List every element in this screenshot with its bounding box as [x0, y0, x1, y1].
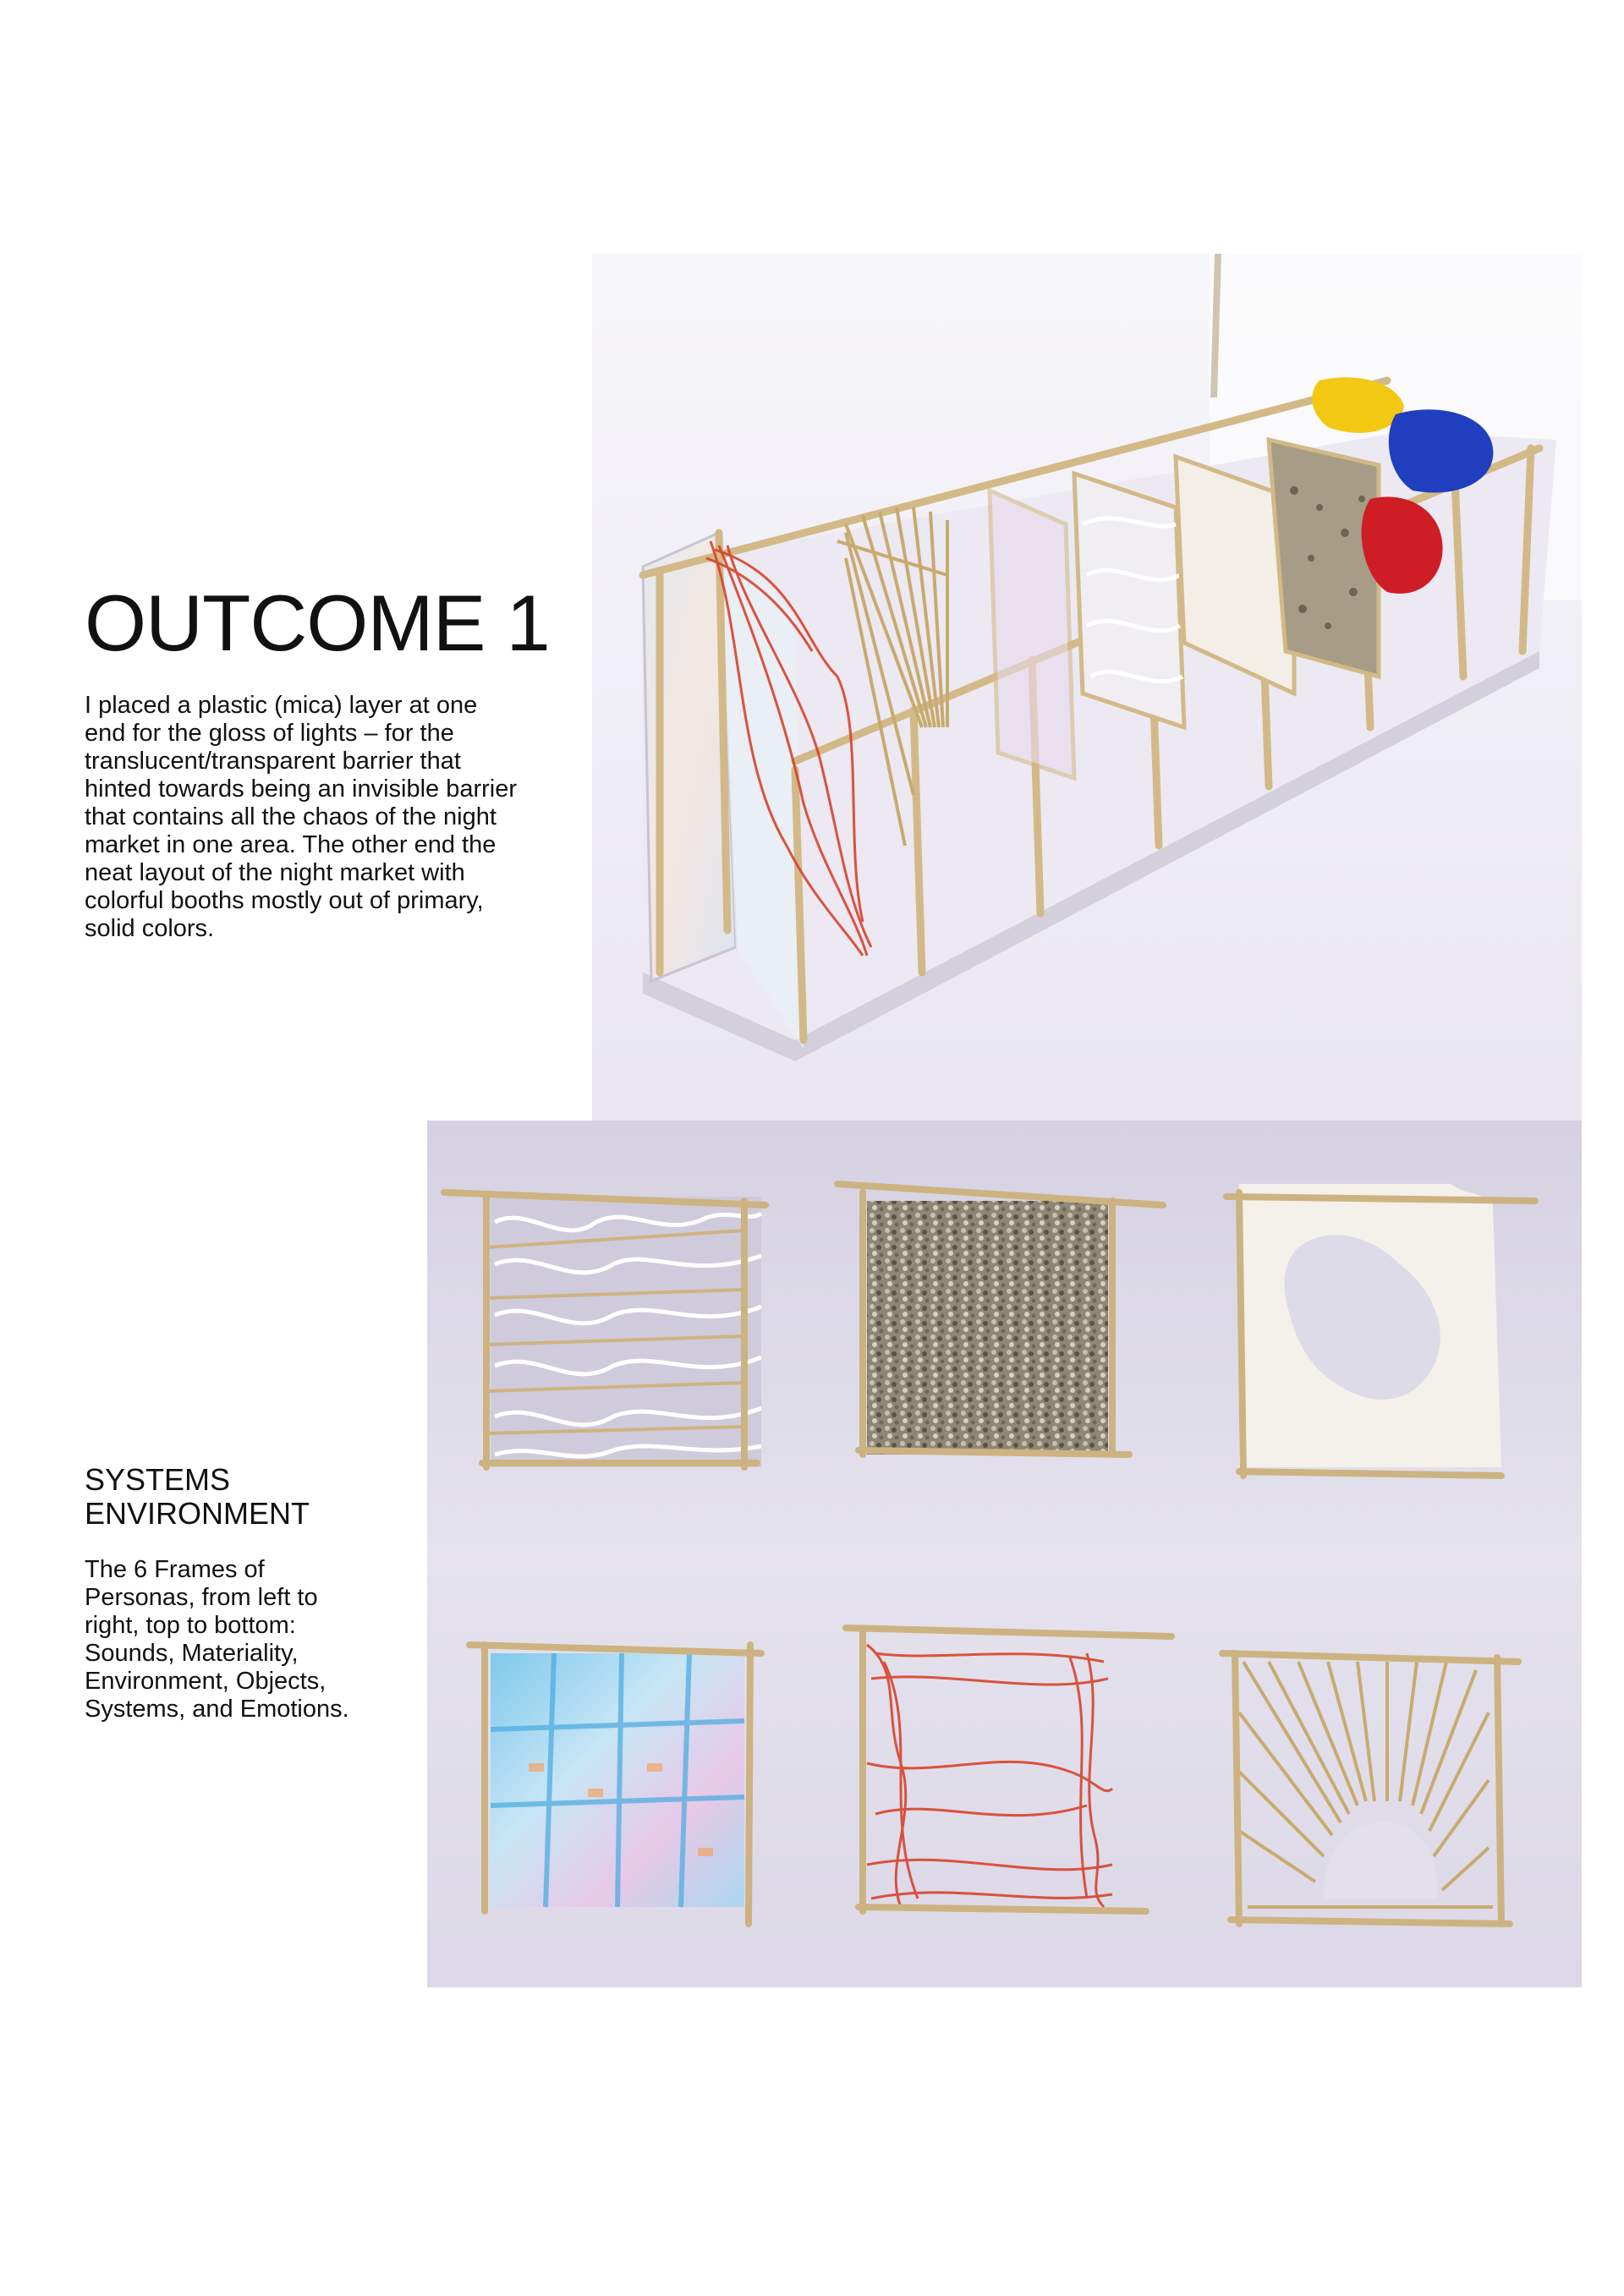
model-photo: [592, 254, 1582, 1121]
model-illustration: [592, 254, 1582, 1121]
frames-illustration: [427, 1121, 1582, 1987]
frame-materiality: [837, 1184, 1163, 1455]
systems-title-line2: ENVIRONMENT: [85, 1496, 310, 1531]
frames-photo: [427, 1121, 1582, 1987]
outcome-title: OUTCOME 1: [85, 578, 550, 667]
systems-title: [85, 1463, 406, 1531]
outcome-description: I placed a plastic (mica) layer at one end for the gloss of lights – for the translucent/transparent barrier that hinted towards being an invisible barrier that contains all the chaos of the night market in one area. The other end the neat layout of the night market with colorful booths mostly out of primary, solid colors.: [85, 692, 518, 942]
frame-environment: [1226, 1184, 1535, 1476]
systems-title-line1: SYSTEMS: [85, 1462, 231, 1497]
frame-sounds: [444, 1192, 765, 1467]
frame-objects: [469, 1645, 761, 1924]
systems-description: The 6 Frames of Personas, from left to right, top to bottom: Sounds, Materiality, Environment, Objects, Systems, and Emotions.: [85, 1556, 349, 1723]
